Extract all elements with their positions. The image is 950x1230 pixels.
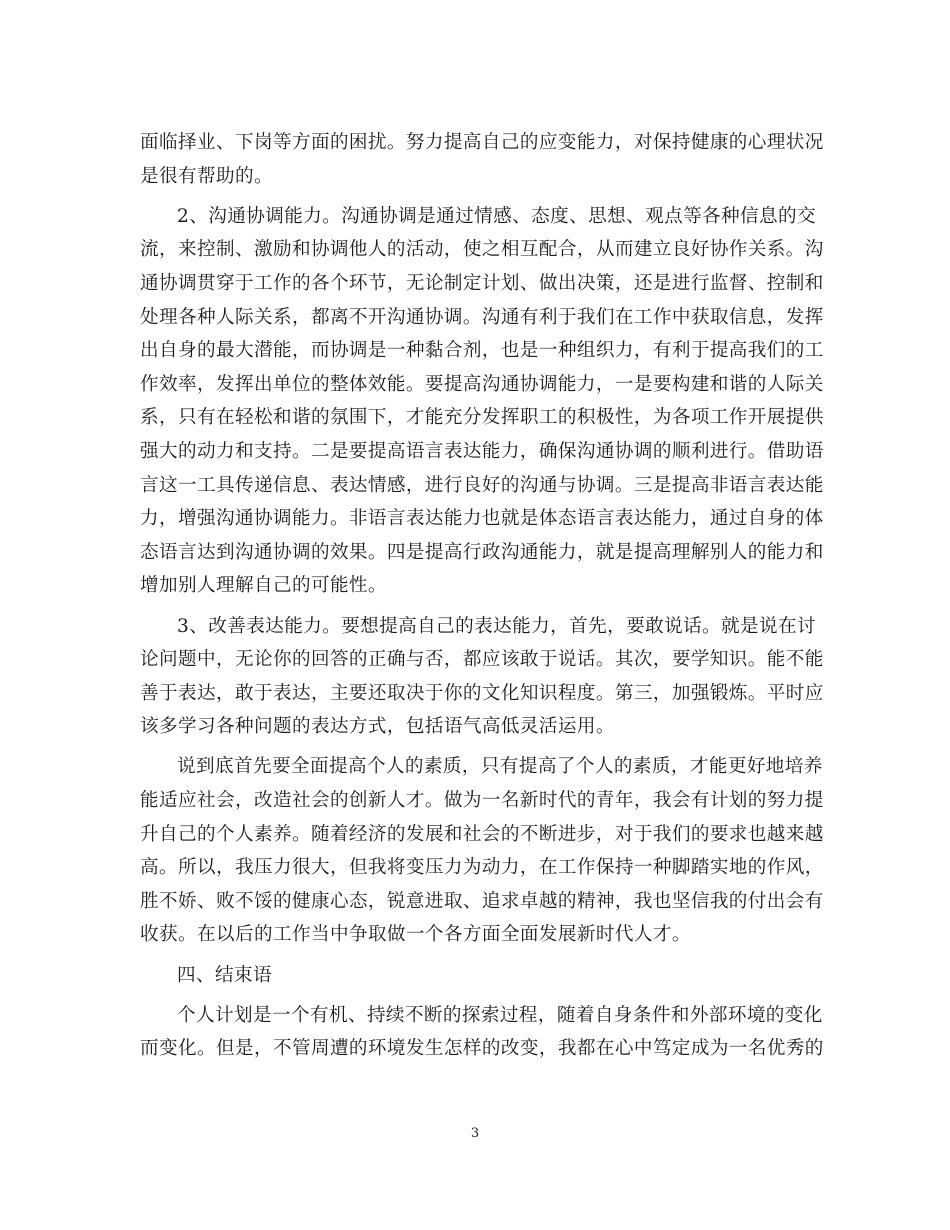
text-line: 说到底首先要全面提高个人的素质，只有提高了个人的素质，才能更好地培养 <box>177 756 823 778</box>
text-line: 收获。在以后的工作当中争取做一个各方面全面发展新时代人才。 <box>140 924 691 946</box>
text-line: 出自身的最大潜能，而协调是一种黏合剂，也是一种组织力，有利于提高我们的工 <box>140 340 824 362</box>
text-line: 善于表达，敢于表达，主要还取决于你的文化知识程度。第三，加强锻炼。平时应 <box>140 682 824 704</box>
text-line: 系，只有在轻松和谐的氛围下，才能充分发挥职工的积极性，为各项工作开展提供 <box>140 407 824 429</box>
text-line: 是很有帮助的。 <box>140 165 273 187</box>
text-line: 论问题中，无论你的回答的正确与否，都应该敢于说话。其次，要学知识。能不能 <box>140 649 824 671</box>
heading-line: 四、结束语 <box>177 964 272 986</box>
text-line: 处理各种人际关系，都离不开沟通协调。沟通有利于我们在工作中获取信息，发挥 <box>140 306 824 328</box>
text-line: 流，来控制、激励和协调他人的活动，使之相互配合，从而建立良好协作关系。沟 <box>140 239 824 261</box>
text-line: 通协调贯穿于工作的各个环节，无论制定计划、做出决策，还是进行监督、控制和 <box>140 272 824 294</box>
text-line: 胜不娇、败不馁的健康心态，锐意进取、追求卓越的精神，我也坚信我的付出会有 <box>140 890 824 912</box>
paragraph-continuation <box>140 126 824 193</box>
paragraph-expression-ability <box>140 610 824 744</box>
text-line: 强大的动力和支持。二是要提高语言表达能力，确保沟通协调的顺利进行。借助语 <box>140 440 824 462</box>
text-line: 3、改善表达能力。要想提高自己的表达能力，首先，要敢说话。就是说在讨 <box>177 615 817 637</box>
paragraph-conclusion <box>140 999 824 1066</box>
text-line: 力，增强沟通协调能力。非语言表达能力也就是体态语言表达能力，通过自身的体 <box>140 508 824 530</box>
text-line: 而变化。但是，不管周遭的环境发生怎样的改变，我都在心中笃定成为一名优秀的 <box>140 1038 824 1060</box>
text-line: 作效率，发挥出单位的整体效能。要提高沟通协调能力，一是要构建和谐的人际关 <box>140 373 824 395</box>
paragraph-communication-coordination <box>140 200 824 603</box>
paragraph-personal-quality <box>140 750 824 952</box>
text-line: 态语言达到沟通协调的效果。四是提高行政沟通能力，就是提高理解别人的能力和 <box>140 541 824 563</box>
text-line: 面临择业、下岗等方面的困扰。努力提高自己的应变能力，对保持健康的心理状况 <box>140 132 824 153</box>
document-body <box>140 126 824 1066</box>
text-line: 言这一工具传递信息、表达情感，进行良好的沟通与协调。三是提高非语言表达能 <box>140 474 824 496</box>
text-line: 高。所以，我压力很大，但我将变压力为动力，在工作保持一种脚踏实地的作风， <box>140 857 824 879</box>
text-line: 增加别人理解自己的可能性。 <box>140 575 387 597</box>
text-line: 升自己的个人素养。随着经济的发展和社会的不断进步，对于我们的要求也越来越 <box>140 823 824 845</box>
text-line: 2、沟通协调能力。沟通协调是通过情感、态度、思想、观点等各种信息的交 <box>177 205 817 227</box>
text-line: 个人计划是一个有机、持续不断的探索过程，随着自身条件和外部环境的变化 <box>177 1004 823 1026</box>
text-line: 该多学习各种问题的表达方式，包括语气高低灵活运用。 <box>140 716 615 738</box>
text-line: 能适应社会，改造社会的创新人才。做为一名新时代的青年，我会有计划的努力提 <box>140 790 824 812</box>
section-heading-conclusion <box>140 959 812 993</box>
page-number: 3 <box>470 1126 480 1141</box>
